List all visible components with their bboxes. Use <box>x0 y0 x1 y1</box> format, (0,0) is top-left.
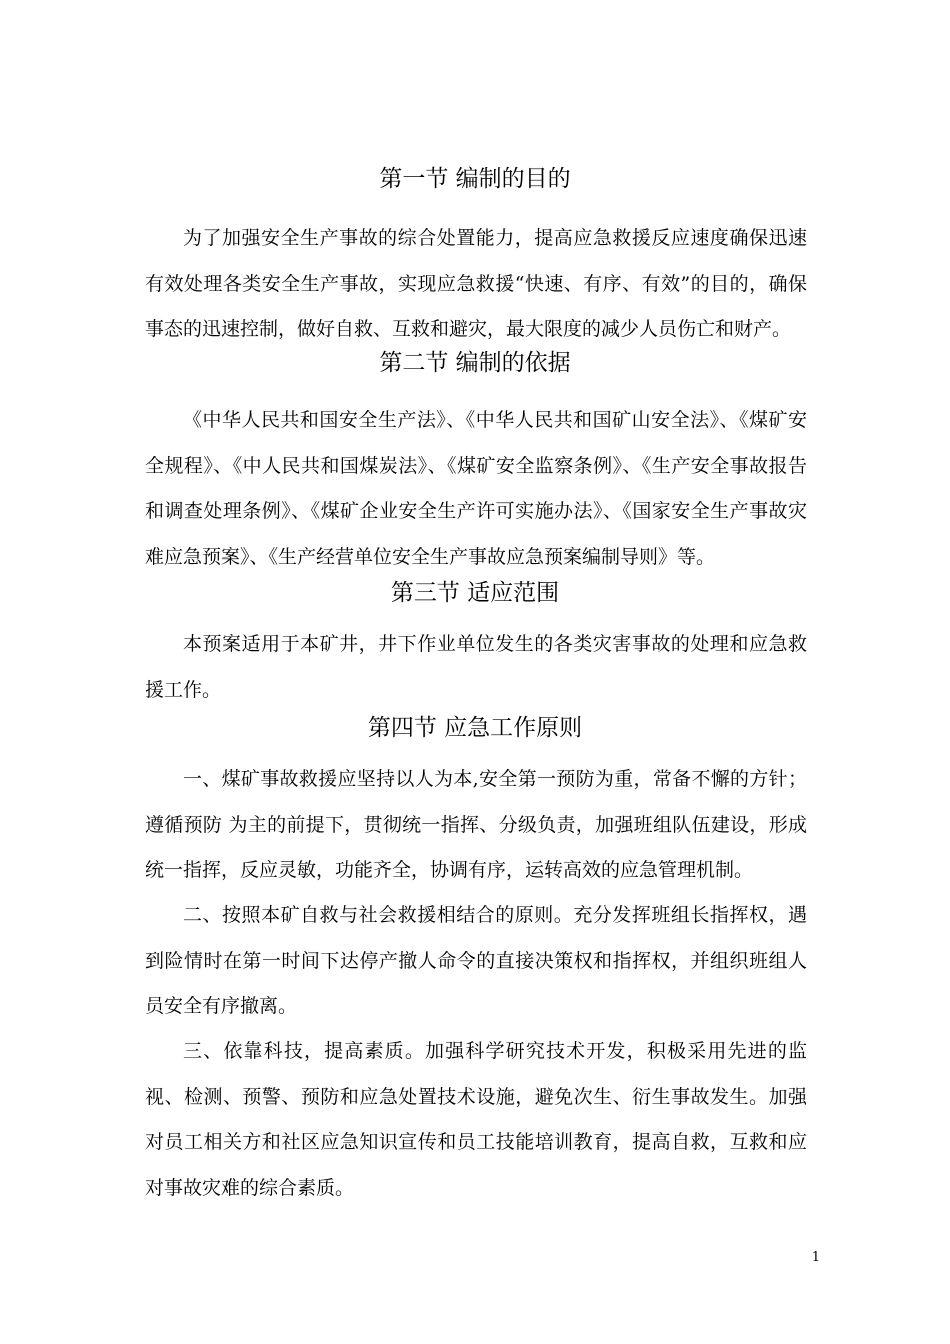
section-1-paragraph: 为了加强安全生产事故的综合处置能力，提高应急救援反应速度确保迅速有效处理各类安全生产事故，实现应急救援“快速、有序、有效”的目的，确保事态的迅速控制，做好自救、互救和避灾，最大限度的减少人员伤亡和财产。 <box>145 227 807 340</box>
page-number: 1 <box>811 1250 820 1265</box>
section-4-paragraph-1: 一、煤矿事故救援应坚持以人为本,安全第一预防为重，常备不懈的方针；遵循预防 为主的前提下，贯彻统一指挥、分级负责，加强班组队伍建设，形成统一指挥，反应灵敏，功能齐全，协调有序，运转高效的应急管理机制。 <box>145 768 807 881</box>
section-4-paragraph-2: 二、按照本矿自救与社会救援相结合的原则。充分发挥班组长指挥权，遇到险情时在第一时间下达停产撤人命令的直接决策权和指挥权，并组织班组人员安全有序撤离。 <box>145 904 807 1017</box>
section-3-paragraph: 本预案适用于本矿井，井下作业单位发生的各类灾害事故的处理和应急救援工作。 <box>145 633 807 701</box>
section-4-heading: 第四节 应急工作原则 <box>367 715 583 741</box>
section-1-heading: 第一节 编制的目的 <box>379 166 571 192</box>
section-2-heading: 第二节 编制的依据 <box>379 350 571 376</box>
section-3-heading: 第三节 适应范围 <box>390 580 560 606</box>
section-4-paragraph-3: 三、依靠科技，提高素质。加强科学研究技术开发，积极采用先进的监视、检测、预警、预防和应急处置技术设施，避免次生、衍生事故发生。加强对员工相关方和社区应急知识宣传和员工技能培训教育，提高自救，互救和应对事故灾难的综合素质。 <box>145 1040 807 1199</box>
section-2-paragraph: 《中华人民共和国安全生产法》、《中华人民共和国矿山安全法》、《煤矿安全规程》、《中人民共和国煤炭法》、《煤矿安全监察条例》、《生产安全事故报告和调查处理条例》、《煤矿企业安全生产许可实施办法》、《国家安全生产事故灾难应急预案》、《生产经营单位安全生产事故应急预案编制导则》等。 <box>145 409 807 568</box>
